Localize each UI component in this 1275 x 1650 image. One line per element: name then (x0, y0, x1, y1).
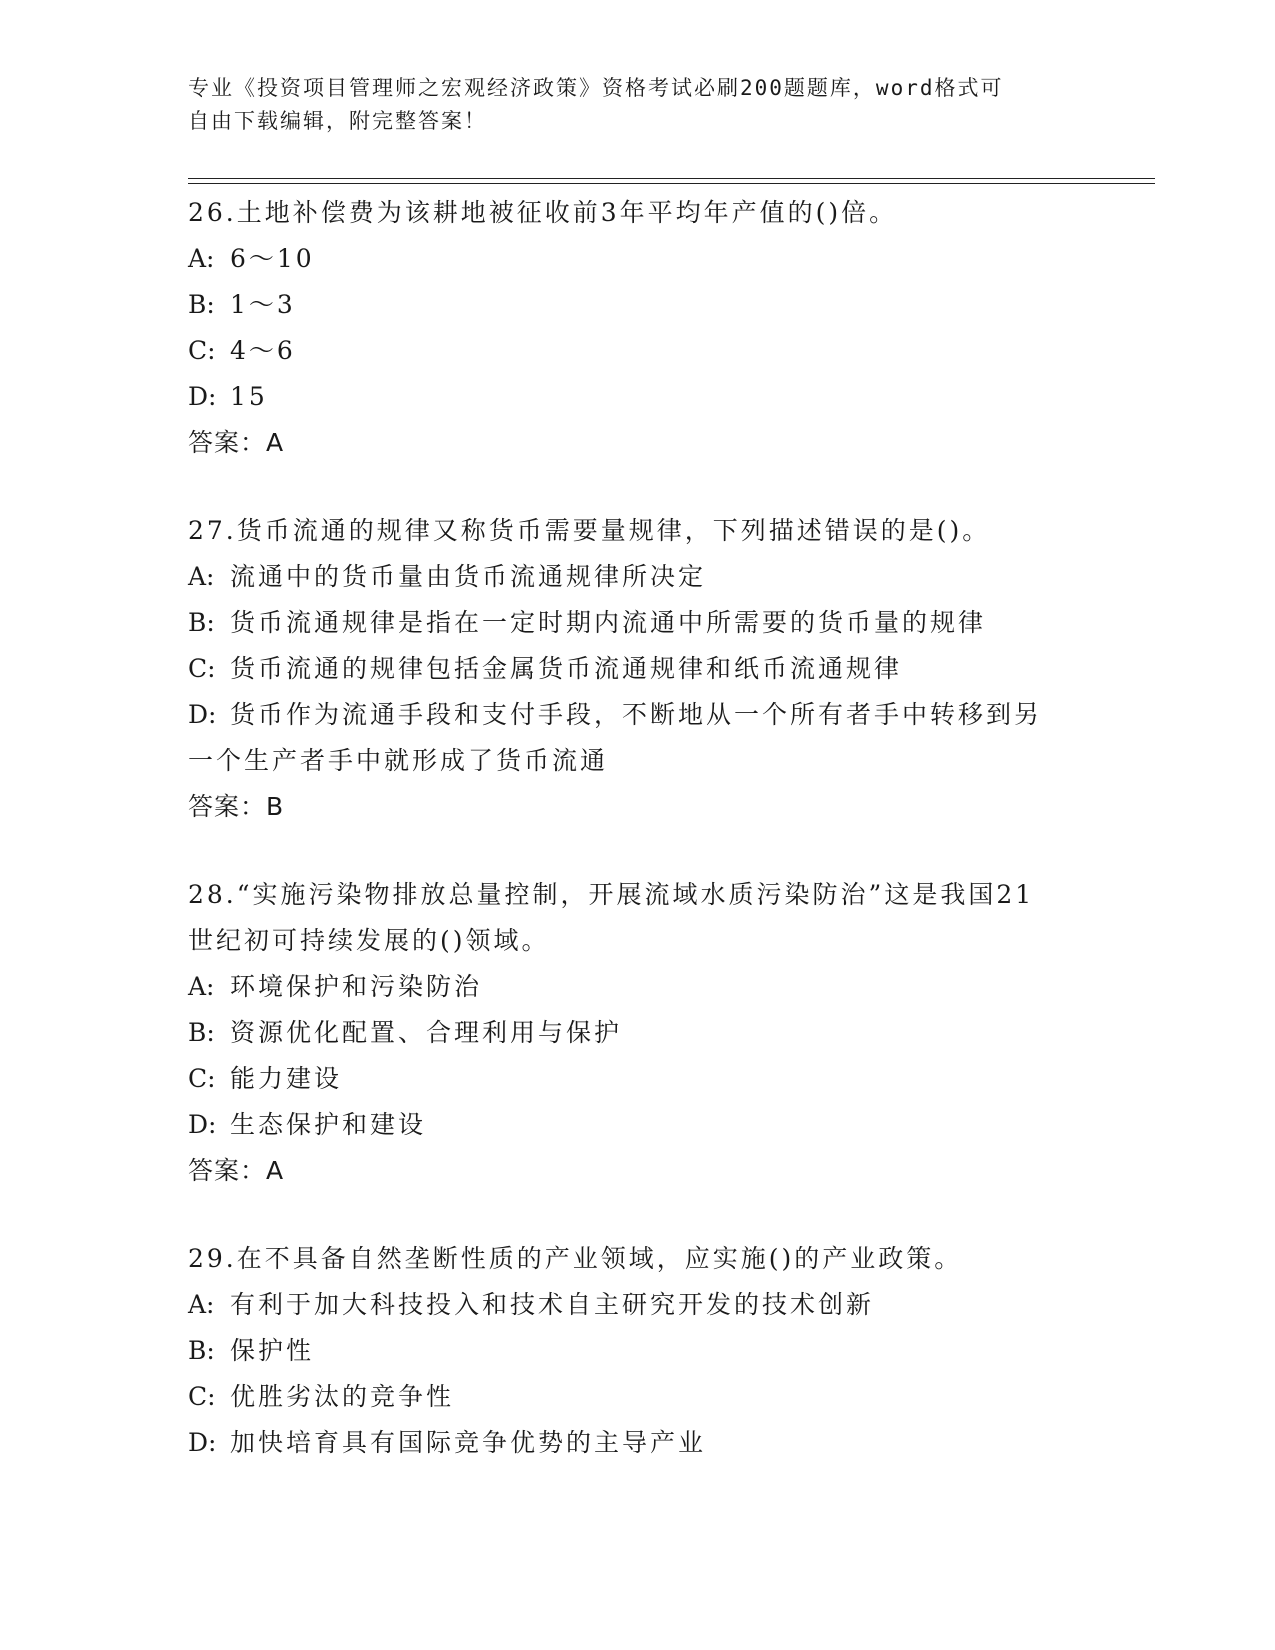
option-text: 1～3 (230, 290, 296, 319)
answer-option (188, 1056, 1088, 1102)
question-item (188, 190, 1088, 466)
option-text: 4～6 (230, 336, 296, 365)
answer-option (188, 1282, 1088, 1328)
question-stem: 27.货币流通的规律又称货币需要量规律，下列描述错误的是()。 (188, 516, 991, 545)
answer-option (188, 1328, 1088, 1374)
option-text: 15 (230, 382, 268, 411)
option-letter: A: (188, 244, 215, 273)
option-text: 优胜劣汰的竞争性 (230, 1382, 455, 1411)
answer-option (188, 282, 1088, 328)
option-letter: A: (188, 972, 215, 1001)
option-text: 6～10 (230, 244, 315, 273)
option-text: 生态保护和建设 (230, 1110, 427, 1139)
answer-option (188, 236, 1088, 282)
answer-option (188, 1374, 1088, 1420)
option-letter: D: (188, 1428, 217, 1457)
option-letter: D: (188, 700, 217, 729)
question-stem: 26.土地补偿费为该耕地被征收前3年平均年产值的()倍。 (188, 198, 898, 227)
option-letter: C: (188, 1064, 216, 1093)
option-text: 流通中的货币量由货币流通规律所决定 (230, 562, 707, 591)
question-stem: 29.在不具备自然垄断性质的产业领域，应实施()的产业政策。 (188, 1244, 963, 1273)
answer-option (188, 328, 1088, 374)
answer-option (188, 964, 1088, 1010)
question-item (188, 1236, 1088, 1466)
option-text: 货币作为流通手段和支付手段，不断地从一个所有者手中转移到另 (230, 700, 1043, 729)
answer-option (188, 1420, 1088, 1466)
answer-key: 答案：A (188, 1156, 285, 1185)
question-item (188, 508, 1088, 830)
option-letter: D: (188, 382, 217, 411)
option-text: 资源优化配置、合理利用与保护 (230, 1018, 623, 1047)
option-letter: A: (188, 1290, 215, 1319)
header-line-1: 专业《投资项目管理师之宏观经济政策》资格考试必刷200题题库，word格式可 (188, 76, 1004, 100)
option-text: 有利于加大科技投入和技术自主研究开发的技术创新 (230, 1290, 875, 1319)
option-letter: C: (188, 1382, 216, 1411)
answer-option (188, 600, 1088, 646)
question-stem: 世纪初可持续发展的()领域。 (188, 926, 550, 955)
answer-option (188, 692, 1088, 738)
question-list (188, 190, 1088, 1466)
option-text: 保护性 (230, 1336, 315, 1365)
answer-option (188, 1010, 1088, 1056)
option-letter: B: (188, 1336, 215, 1365)
answer-option (188, 1102, 1088, 1148)
answer-key: 答案：A (188, 428, 285, 457)
answer-option (188, 646, 1088, 692)
option-letter: C: (188, 336, 216, 365)
option-letter: A: (188, 562, 215, 591)
header-divider-bottom (188, 183, 1155, 184)
answer-option (188, 554, 1088, 600)
answer-option (188, 374, 1088, 420)
option-letter: B: (188, 290, 215, 319)
option-letter: C: (188, 654, 216, 683)
option-text: 加快培育具有国际竞争优势的主导产业 (230, 1428, 707, 1457)
option-text: 环境保护和污染防治 (230, 972, 483, 1001)
question-item (188, 872, 1088, 1194)
option-letter: B: (188, 608, 215, 637)
header-line-2: 自由下载编辑，附完整答案！ (188, 109, 487, 133)
option-text: 能力建设 (230, 1064, 343, 1093)
document-header (188, 72, 1068, 138)
option-letter: B: (188, 1018, 215, 1047)
header-divider-top (188, 178, 1155, 179)
option-letter: D: (188, 1110, 217, 1139)
answer-key: 答案：B (188, 792, 285, 821)
option-text-continuation: 一个生产者手中就形成了货币流通 (188, 746, 609, 775)
option-text: 货币流通的规律包括金属货币流通规律和纸币流通规律 (230, 654, 903, 683)
question-stem: 28.“实施污染物排放总量控制，开展流域水质污染防治”这是我国21 (188, 880, 1035, 909)
option-text: 货币流通规律是指在一定时期内流通中所需要的货币量的规律 (230, 608, 987, 637)
